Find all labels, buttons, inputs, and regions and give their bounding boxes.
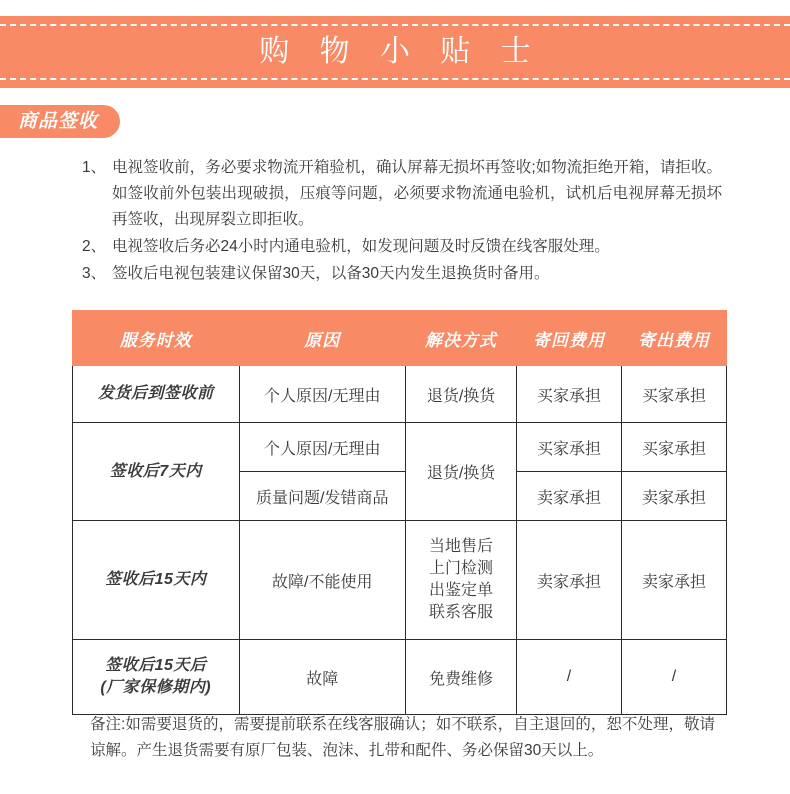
list-item bbox=[82, 261, 722, 287]
column-header-return-fee: 寄回费用 bbox=[517, 311, 622, 366]
table-row bbox=[73, 521, 727, 640]
cell-solution-line: 当地售后 bbox=[429, 538, 494, 555]
cell-service-time-line: 签收后15天后 bbox=[105, 657, 207, 674]
page-title: 购 物 小 贴 士 bbox=[259, 35, 542, 68]
cell-ship-fee: 买家承担 bbox=[622, 423, 727, 472]
cell-reason: 个人原因/无理由 bbox=[239, 423, 406, 472]
list-item-text: 电视签收后务必24小时内通电验机，如发现问题及时反馈在线客服处理。 bbox=[112, 238, 610, 255]
list-item-marker: 2、 bbox=[82, 238, 107, 255]
cell-solution: 免费维修 bbox=[406, 640, 517, 715]
column-header-solution: 解决方式 bbox=[406, 311, 517, 366]
cell-ship-fee: 卖家承担 bbox=[622, 472, 727, 521]
column-header-ship-fee: 寄出费用 bbox=[622, 311, 727, 366]
cell-reason: 质量问题/发错商品 bbox=[239, 472, 406, 521]
table-row bbox=[73, 366, 727, 423]
cell-ship-fee: / bbox=[622, 640, 727, 715]
cell-reason: 个人原因/无理由 bbox=[239, 366, 406, 423]
cell-solution-line: 上门检测 bbox=[429, 560, 494, 577]
cell-return-fee: 卖家承担 bbox=[517, 521, 622, 640]
table-row bbox=[73, 640, 727, 715]
page-banner bbox=[0, 16, 790, 88]
section-badge-product-receipt bbox=[0, 105, 120, 138]
cell-service-time: 签收后15天内 bbox=[73, 521, 240, 640]
list-item-marker: 3、 bbox=[82, 265, 107, 282]
cell-solution bbox=[406, 521, 517, 640]
column-header-service-time: 服务时效 bbox=[73, 311, 240, 366]
receipt-notes-list bbox=[82, 155, 722, 288]
cell-ship-fee: 买家承担 bbox=[622, 366, 727, 423]
section-badge-label: 商品签收 bbox=[18, 111, 99, 132]
cell-solution: 退货/换货 bbox=[406, 423, 517, 521]
cell-reason: 故障/不能使用 bbox=[239, 521, 406, 640]
cell-return-fee: 买家承担 bbox=[517, 423, 622, 472]
cell-solution: 退货/换货 bbox=[406, 366, 517, 423]
cell-return-fee: 买家承担 bbox=[517, 366, 622, 423]
list-item-text: 电视签收前，务必要求物流开箱验机，确认屏幕无损坏再签收;如物流拒绝开箱，请拒收。如签收前外包装出现破损，压痕等问题，必须要求物流通电验机，试机后电视屏幕无损坏再签收，出现屏裂立即拒收。 bbox=[112, 159, 722, 228]
cell-service-time-line: (厂家保修期内) bbox=[100, 679, 212, 696]
list-item-marker: 1、 bbox=[82, 159, 107, 176]
cell-solution-line: 联系客服 bbox=[429, 604, 494, 621]
list-item bbox=[82, 155, 722, 233]
column-header-reason: 原因 bbox=[239, 311, 406, 366]
return-policy-table bbox=[72, 310, 727, 715]
cell-ship-fee: 卖家承担 bbox=[622, 521, 727, 640]
cell-service-time: 发货后到签收前 bbox=[73, 366, 240, 423]
cell-service-time bbox=[73, 640, 240, 715]
cell-return-fee: 卖家承担 bbox=[517, 472, 622, 521]
table-row bbox=[73, 423, 727, 472]
list-item bbox=[82, 234, 722, 260]
cell-solution-line: 出鉴定单 bbox=[429, 582, 494, 599]
table-header-row bbox=[73, 311, 727, 366]
cell-return-fee: / bbox=[517, 640, 622, 715]
list-item-text: 签收后电视包装建议保留30天，以备30天内发生退换货时备用。 bbox=[112, 265, 550, 282]
cell-service-time: 签收后7天内 bbox=[73, 423, 240, 521]
cell-reason: 故障 bbox=[239, 640, 406, 715]
footer-remark: 备注:如需要退货的，需要提前联系在线客服确认；如不联系，自主退回的，恕不处理，敬请谅解。产生退货需要有原厂包装、泡沫、扎带和配件、务必保留30天以上。 bbox=[90, 716, 715, 759]
